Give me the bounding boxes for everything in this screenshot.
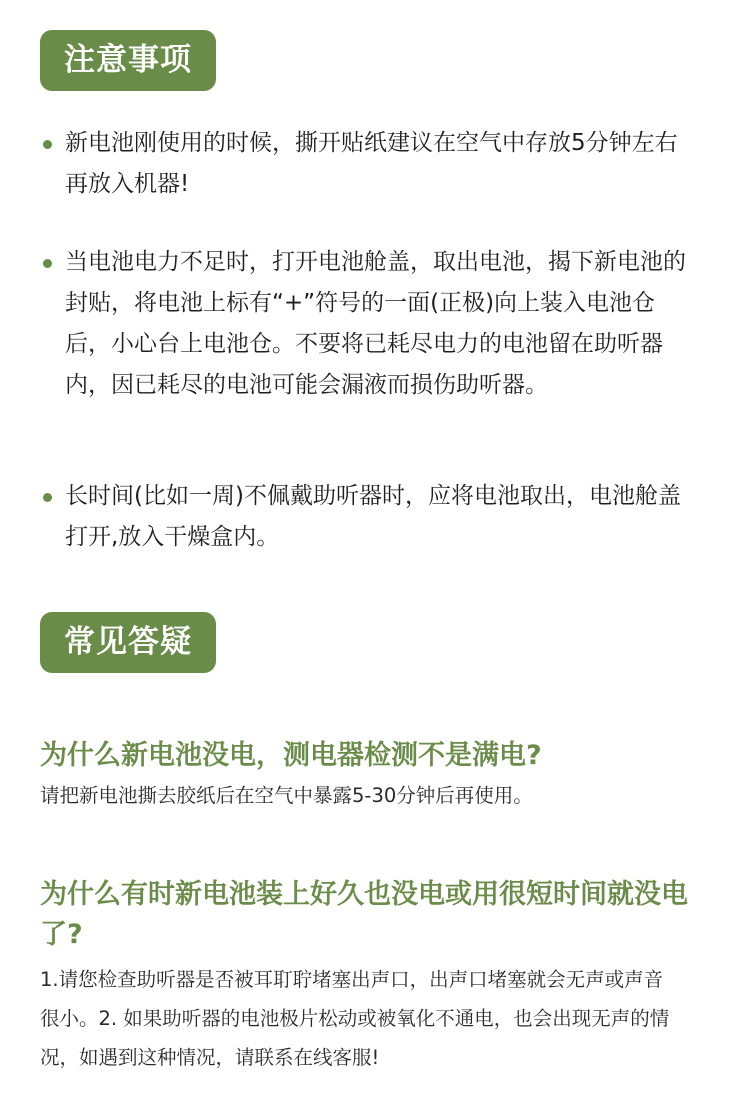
faq-title-badge: 常见答疑 — [40, 612, 216, 673]
bullet-dot-icon — [43, 140, 52, 149]
faq-question: 为什么新电池没电，测电器检测不是满电? — [40, 740, 542, 771]
notes-title-badge: 注意事项 — [40, 30, 216, 91]
list-item — [40, 123, 690, 205]
bullet-dot-icon — [43, 259, 52, 268]
list-item — [40, 242, 690, 406]
note-text: 长时间(比如一周)不佩戴助听器时，应将电池取出，电池舱盖打开,放入干燥盒内。 — [65, 483, 681, 550]
faq-question: 为什么有时新电池装上好久也没电或用很短时间就没电了? — [40, 879, 688, 950]
note-text: 新电池刚使用的时候，撕开贴纸建议在空气中存放5分钟左右再放入机器! — [65, 130, 678, 197]
faq-answer: 请把新电池撕去胶纸后在空气中暴露5-30分钟后再使用。 — [40, 784, 533, 807]
note-text: 当电池电力不足时，打开电池舱盖，取出电池，揭下新电池的封贴，将电池上标有“+”符号的一面(正极)向上装入电池仓后，小心台上电池仓。不要将已耗尽电力的电池留在助听器内，因已耗尽的电池可能会漏液而损伤助听器。 — [65, 249, 686, 398]
bullet-dot-icon — [43, 493, 52, 502]
list-item — [40, 476, 690, 558]
faq-answer: 1.请您检查助听器是否被耳耵聍堵塞出声口，出声口堵塞就会无声或声音很小。2. 如果助听器的电池极片松动或被氧化不通电，也会出现无声的情况，如遇到这种情况，请联系在线客服! — [40, 968, 670, 1069]
